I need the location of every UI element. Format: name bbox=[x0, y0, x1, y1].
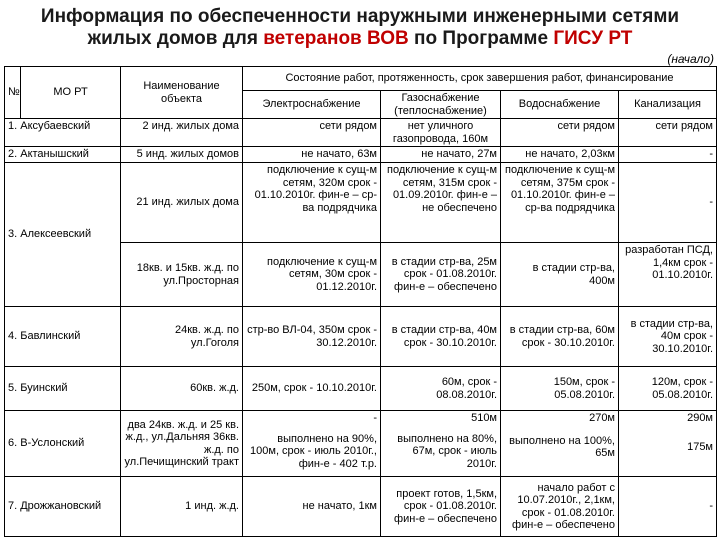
cell-gas: нет уличного газопровода, 160м bbox=[381, 119, 501, 147]
cell-mo: 3. Алексеевский bbox=[5, 163, 121, 307]
cell-object: 24кв. ж.д. по ул.Гоголя bbox=[121, 307, 243, 367]
header-mo: МО РТ bbox=[21, 67, 121, 119]
cell-gas: подключение к сущ-м сетям, 315м срок - 01.09.2010г. фин-е – не обеспечено bbox=[381, 163, 501, 243]
cell-object: 2 инд. жилых дома bbox=[121, 119, 243, 147]
cell-water: начало работ с 10.07.2010г., 2,1км, срок - 01.08.2010г. фин-е – обеспечено bbox=[501, 477, 619, 537]
cell-gas-a: 510м bbox=[471, 412, 497, 424]
cell-electro: не начато, 63м bbox=[243, 147, 381, 163]
table-row bbox=[5, 147, 717, 163]
cell-sewer bbox=[619, 411, 717, 477]
cell-gas: не начато, 27м bbox=[381, 147, 501, 163]
cell-object: 21 инд. жилых дома bbox=[121, 163, 243, 243]
cell-electro: подключение к сущ-м сетям, 30м срок - 01.12.2010г. bbox=[243, 243, 381, 307]
cell-mo: 4. Бавлинский bbox=[5, 307, 121, 367]
cell-sewer: - bbox=[619, 477, 717, 537]
cell-object: 5 инд. жилых домов bbox=[121, 147, 243, 163]
cell-gas: в стадии стр-ва, 40м срок - 30.10.2010г. bbox=[381, 307, 501, 367]
cell-gas-b: выполнено на 80%, 67м, срок - июль 2010г. bbox=[397, 432, 497, 470]
header-object: Наименование объекта bbox=[121, 67, 243, 119]
header-row-1 bbox=[5, 67, 717, 91]
table-row bbox=[5, 477, 717, 537]
cell-object: 60кв. ж.д. bbox=[121, 367, 243, 411]
cell-sewer-b: 175м bbox=[687, 440, 713, 453]
continuation-note: (начало) bbox=[667, 52, 714, 66]
cell-electro: не начато, 1км bbox=[243, 477, 381, 537]
cell-sewer: сети рядом bbox=[619, 119, 717, 147]
cell-mo: 1. Аксубаевский bbox=[5, 119, 121, 147]
cell-water-b: выполнено на 100%, 65м bbox=[509, 434, 615, 459]
cell-sewer: - bbox=[619, 163, 717, 243]
cell-water: не начато, 2,03км bbox=[501, 147, 619, 163]
header-state: Состояние работ, протяженность, срок завершения работ, финансирование bbox=[243, 67, 717, 91]
cell-electro: 250м, срок - 10.10.2010г. bbox=[243, 367, 381, 411]
cell-water: в стадии стр-ва, 60м срок - 30.10.2010г. bbox=[501, 307, 619, 367]
header-num: № bbox=[5, 67, 21, 119]
header-electro: Электроснабжение bbox=[243, 91, 381, 119]
cell-electro: подключение к сущ-м сетям, 320м срок - 01.10.2010г. фин-е – ср-ва подрядчика bbox=[243, 163, 381, 243]
cell-electro-a: - bbox=[373, 412, 377, 424]
title-highlight-veterans: ветеранов ВОВ bbox=[263, 28, 409, 49]
cell-water: подключение к сущ-м сетям, 375м срок - 01.10.2010г. фин-е – ср-ва подрядчика bbox=[501, 163, 619, 243]
cell-water bbox=[501, 411, 619, 477]
header-water: Водоснабжение bbox=[501, 91, 619, 119]
title-mid: по Программе bbox=[408, 28, 554, 49]
table-row bbox=[5, 119, 717, 147]
table-row bbox=[5, 411, 717, 477]
cell-mo: 2. Актанышский bbox=[5, 147, 121, 163]
data-table bbox=[4, 66, 717, 537]
cell-object: 1 инд. ж.д. bbox=[121, 477, 243, 537]
title-highlight-program: ГИСУ РТ bbox=[553, 28, 633, 49]
cell-electro: сети рядом bbox=[243, 119, 381, 147]
cell-sewer: - bbox=[619, 147, 717, 163]
cell-water: сети рядом bbox=[501, 119, 619, 147]
header-gas: Газоснабжение (теплоснабжение) bbox=[381, 91, 501, 119]
title-line-2 bbox=[0, 28, 720, 50]
title-prefix: жилых домов для bbox=[87, 28, 264, 49]
cell-gas: в стадии стр-ва, 25м срок - 01.08.2010г. фин-е – обеспечено bbox=[381, 243, 501, 307]
cell-electro bbox=[243, 411, 381, 477]
cell-electro-b: выполнено на 90%, 100м, срок - июль 2010г., фин-е - 402 т.р. bbox=[250, 432, 377, 470]
table-row bbox=[5, 367, 717, 411]
cell-sewer: разработан ПСД, 1,4км срок - 01.10.2010г. bbox=[619, 243, 717, 307]
cell-object: 18кв. и 15кв. ж.д. по ул.Просторная bbox=[121, 243, 243, 307]
cell-sewer-a: 290м bbox=[687, 412, 713, 424]
cell-electro: стр-во ВЛ-04, 350м срок - 30.12.2010г. bbox=[243, 307, 381, 367]
title-line-1: Информация по обеспеченности наружными инженерными сетями bbox=[40, 6, 680, 27]
cell-mo: 6. В-Услонский bbox=[5, 411, 121, 477]
cell-water-a: 270м bbox=[589, 412, 615, 424]
cell-water: 150м, срок - 05.08.2010г. bbox=[501, 367, 619, 411]
cell-gas: 60м, срок - 08.08.2010г. bbox=[381, 367, 501, 411]
cell-gas bbox=[381, 411, 501, 477]
cell-mo: 7. Дрожжановский bbox=[5, 477, 121, 537]
header-sewer: Канализация bbox=[619, 91, 717, 119]
cell-object: два 24кв. ж.д. и 25 кв. ж.д., ул.Дальняя 36кв. ж.д. по ул.Печищинский тракт bbox=[121, 411, 243, 477]
table-row bbox=[5, 163, 717, 243]
cell-sewer: в стадии стр-ва, 40м срок - 30.10.2010г. bbox=[619, 307, 717, 367]
cell-sewer: 120м, срок - 05.08.2010г. bbox=[619, 367, 717, 411]
page-title bbox=[0, 6, 720, 50]
cell-mo: 5. Буинский bbox=[5, 367, 121, 411]
cell-water: в стадии стр-ва, 400м bbox=[501, 243, 619, 307]
table-row bbox=[5, 307, 717, 367]
cell-gas: проект готов, 1,5км, срок - 01.08.2010г. фин-е – обеспечено bbox=[381, 477, 501, 537]
